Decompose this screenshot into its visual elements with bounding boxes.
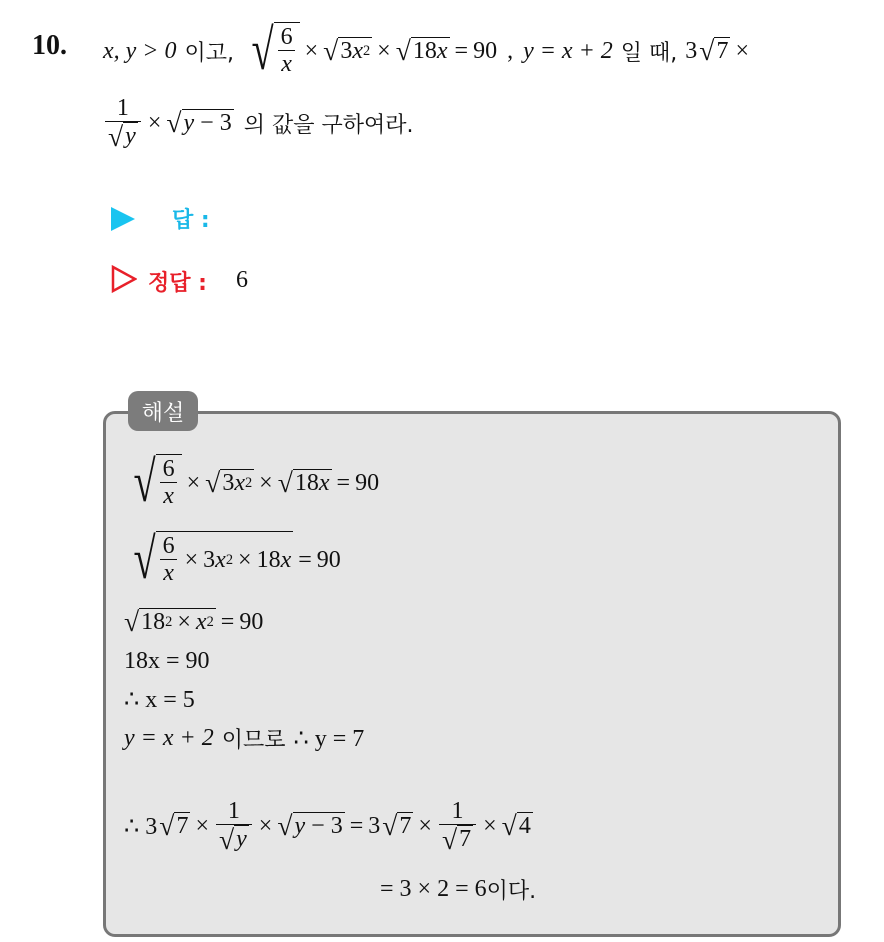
correct-answer-triangle-icon (111, 265, 137, 293)
line6-text: 이므로 (221, 727, 286, 753)
final-expr: = 3 × 2 = 6 (380, 875, 487, 902)
one-over-sqrt-y: 1 √ y (105, 95, 141, 151)
given-y: y = x + 2 (523, 37, 613, 64)
sqrt-six-over-x: √ $\frac{6}{x}$ (242, 22, 300, 80)
given-suffix: 일 때, (620, 40, 678, 66)
final-suffix: 이다. (486, 878, 537, 904)
solution-final (380, 872, 536, 906)
correct-answer-value: 6 (236, 267, 248, 293)
question-line-2: 1 √ y × √ y − 3 의 값을 구하여라. (103, 92, 413, 154)
line6-expr: y = x + 2 (124, 724, 214, 751)
sqrt-3x2: √ 3 x 2 (323, 35, 371, 67)
solution-line-5: ∴ x = 5 (124, 686, 195, 713)
line6-result: ∴ y = 7 (293, 725, 365, 752)
correct-answer-label: 정답 : (148, 271, 207, 296)
sqrt-18x: √ 18 x (395, 35, 448, 67)
question-line-1: x, y > 0 이고, √ $\frac{6}{x}$ × √ 3 x 2 × √ 18 x = 90 , y = x + 2 일 때, 3 √ 7 × (103, 19, 749, 83)
solution-line-7: ∴ 3 √ 7 × 1 √ y × √ y − 3 = 3 √ 7 × 1 √ 7 × √ 4 (124, 797, 531, 856)
question-number: 10. (32, 30, 67, 61)
answer-play-icon (111, 207, 135, 231)
sqrt-y-minus-3: √ y − 3 (166, 107, 232, 139)
solution-line-3: √ 18 2 × x 2 = 90 (124, 606, 264, 638)
solution-line-6 (124, 722, 364, 754)
condition-suffix: 이고, (184, 40, 234, 66)
solution-line-2: √ $\frac{6}{x}$ × 3 x 2 × 18 x = 90 (133, 528, 341, 592)
condition-vars: x, y > 0 (103, 37, 177, 64)
answer-label: 답 : (172, 208, 210, 233)
solution-line-4: 18x = 90 (124, 647, 210, 674)
solution-line-1: √ $\frac{6}{x}$ × √ 3 x 2 × √ 18 x = 90 (133, 451, 380, 515)
ask-suffix: 의 값을 구하여라. (243, 112, 414, 138)
solution-tag: 해설 (128, 391, 198, 431)
